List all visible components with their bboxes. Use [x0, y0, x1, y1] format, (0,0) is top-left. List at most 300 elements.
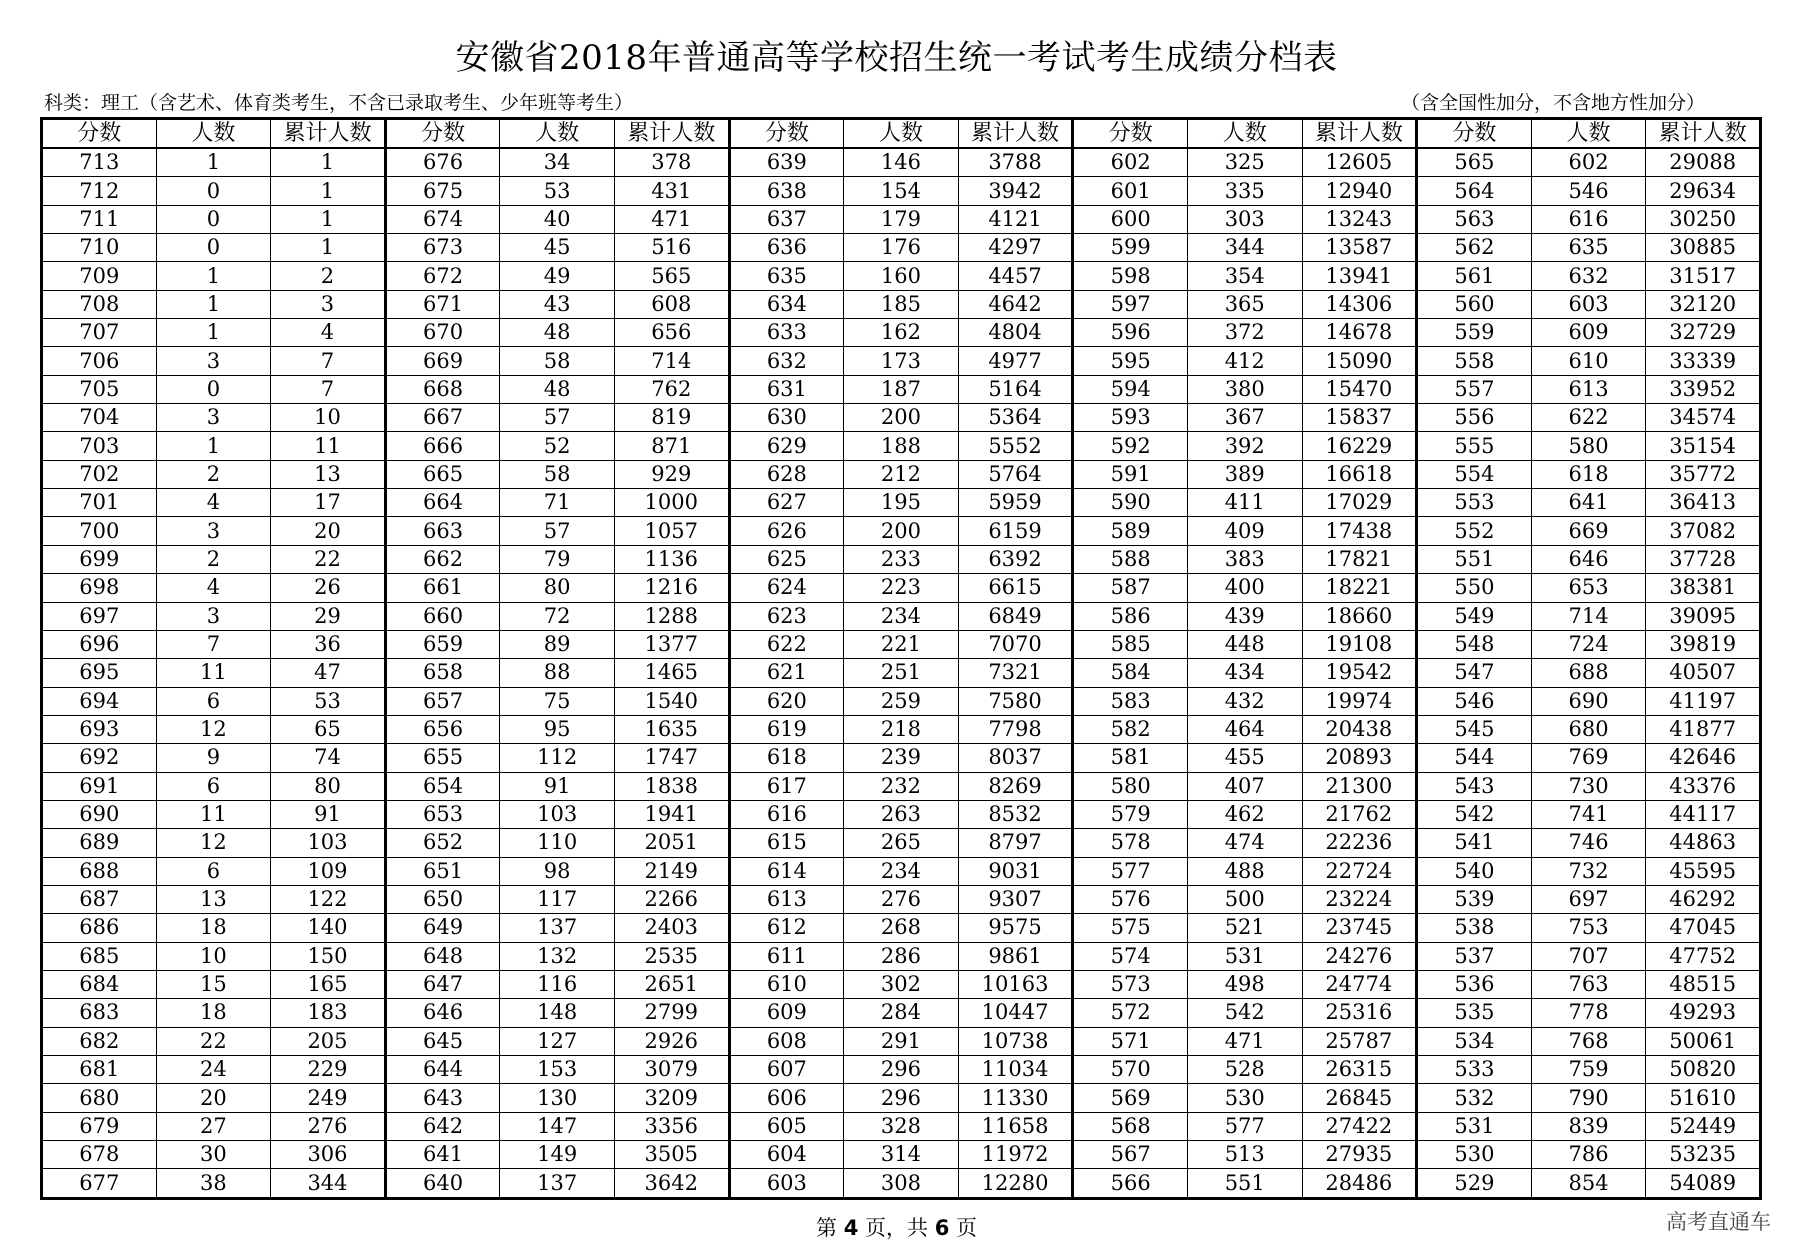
table-cell: 529	[1417, 1169, 1532, 1199]
table-cell: 0	[156, 205, 271, 233]
table-cell: 591	[1073, 460, 1188, 488]
table-cell: 819	[614, 404, 729, 432]
table-cell: 620	[729, 687, 844, 715]
table-cell: 611	[729, 942, 844, 970]
table-cell: 561	[1417, 262, 1532, 290]
table-cell: 652	[385, 829, 500, 857]
table-cell: 19108	[1302, 630, 1417, 658]
table-cell: 11	[156, 659, 271, 687]
table-cell: 687	[42, 885, 157, 913]
table-row	[42, 347, 1761, 375]
table-cell: 35154	[1646, 432, 1761, 460]
table-cell: 1000	[614, 489, 729, 517]
table-cell: 38381	[1646, 574, 1761, 602]
table-cell: 13	[156, 885, 271, 913]
table-cell: 696	[42, 630, 157, 658]
table-cell: 778	[1531, 999, 1646, 1027]
table-cell: 603	[1531, 290, 1646, 318]
table-cell: 545	[1417, 715, 1532, 743]
table-cell: 176	[844, 234, 959, 262]
table-cell: 48515	[1646, 970, 1761, 998]
table-cell: 212	[844, 460, 959, 488]
table-row	[42, 687, 1761, 715]
table-cell: 10163	[958, 970, 1073, 998]
table-cell: 732	[1531, 857, 1646, 885]
table-cell: 25316	[1302, 999, 1417, 1027]
table-cell: 21300	[1302, 772, 1417, 800]
table-row	[42, 999, 1761, 1027]
table-row	[42, 829, 1761, 857]
table-cell: 625	[729, 545, 844, 573]
table-cell: 3	[271, 290, 386, 318]
table-cell: 616	[729, 800, 844, 828]
table-cell: 187	[844, 375, 959, 403]
table-cell: 239	[844, 744, 959, 772]
table-cell: 268	[844, 914, 959, 942]
table-cell: 389	[1187, 460, 1302, 488]
table-cell: 8797	[958, 829, 1073, 857]
table-cell: 666	[385, 432, 500, 460]
table-cell: 221	[844, 630, 959, 658]
column-header: 累计人数	[1302, 119, 1417, 149]
table-cell: 636	[729, 234, 844, 262]
table-cell: 15837	[1302, 404, 1417, 432]
table-cell: 694	[42, 687, 157, 715]
table-cell: 610	[1531, 347, 1646, 375]
table-cell: 633	[729, 319, 844, 347]
table-cell: 651	[385, 857, 500, 885]
table-cell: 18	[156, 914, 271, 942]
table-row	[42, 1056, 1761, 1084]
table-cell: 200	[844, 404, 959, 432]
table-cell: 2051	[614, 829, 729, 857]
table-cell: 562	[1417, 234, 1532, 262]
table-cell: 89	[500, 630, 615, 658]
table-cell: 54089	[1646, 1169, 1761, 1199]
table-cell: 223	[844, 574, 959, 602]
table-cell: 3	[156, 347, 271, 375]
column-header: 累计人数	[614, 119, 729, 149]
table-cell: 628	[729, 460, 844, 488]
table-cell: 668	[385, 375, 500, 403]
table-cell: 448	[1187, 630, 1302, 658]
watermark: 高考直通车	[1666, 1210, 1771, 1234]
table-cell: 546	[1531, 177, 1646, 205]
table-cell: 674	[385, 205, 500, 233]
table-cell: 24	[156, 1056, 271, 1084]
table-row	[42, 148, 1761, 177]
table-cell: 179	[844, 205, 959, 233]
table-cell: 185	[844, 290, 959, 318]
table-cell: 251	[844, 659, 959, 687]
table-cell: 759	[1531, 1056, 1646, 1084]
table-cell: 712	[42, 177, 157, 205]
table-cell: 1377	[614, 630, 729, 658]
table-cell: 6	[156, 772, 271, 800]
table-cell: 130	[500, 1084, 615, 1112]
table-cell: 6849	[958, 602, 1073, 630]
table-cell: 629	[729, 432, 844, 460]
table-cell: 632	[1531, 262, 1646, 290]
table-cell: 618	[1531, 460, 1646, 488]
table-cell: 79	[500, 545, 615, 573]
table-cell: 149	[500, 1141, 615, 1169]
table-cell: 11972	[958, 1141, 1073, 1169]
table-cell: 677	[42, 1169, 157, 1199]
table-cell: 516	[614, 234, 729, 262]
table-cell: 20	[156, 1084, 271, 1112]
table-cell: 17	[271, 489, 386, 517]
table-cell: 3	[156, 404, 271, 432]
table-cell: 643	[385, 1084, 500, 1112]
table-cell: 638	[729, 177, 844, 205]
table-cell: 560	[1417, 290, 1532, 318]
table-cell: 590	[1073, 489, 1188, 517]
table-cell: 91	[271, 800, 386, 828]
table-cell: 660	[385, 602, 500, 630]
footer-suffix: 页	[956, 1216, 977, 1240]
table-cell: 229	[271, 1056, 386, 1084]
table-cell: 599	[1073, 234, 1188, 262]
table-cell: 697	[1531, 885, 1646, 913]
table-row	[42, 602, 1761, 630]
table-cell: 49293	[1646, 999, 1761, 1027]
table-cell: 854	[1531, 1169, 1646, 1199]
table-cell: 303	[1187, 205, 1302, 233]
column-header: 分数	[1417, 119, 1532, 149]
table-cell: 4	[156, 489, 271, 517]
table-cell: 556	[1417, 404, 1532, 432]
table-cell: 354	[1187, 262, 1302, 290]
table-cell: 650	[385, 885, 500, 913]
table-cell: 471	[614, 205, 729, 233]
table-cell: 14678	[1302, 319, 1417, 347]
table-cell: 22	[156, 1027, 271, 1055]
table-cell: 552	[1417, 517, 1532, 545]
table-cell: 551	[1417, 545, 1532, 573]
table-cell: 537	[1417, 942, 1532, 970]
table-cell: 195	[844, 489, 959, 517]
table-row	[42, 517, 1761, 545]
table-row	[42, 262, 1761, 290]
table-cell: 12605	[1302, 148, 1417, 177]
table-cell: 36413	[1646, 489, 1761, 517]
table-cell: 1	[156, 432, 271, 460]
table-cell: 572	[1073, 999, 1188, 1027]
table-cell: 609	[729, 999, 844, 1027]
table-cell: 6392	[958, 545, 1073, 573]
table-cell: 306	[271, 1141, 386, 1169]
table-cell: 535	[1417, 999, 1532, 1027]
table-cell: 36	[271, 630, 386, 658]
table-cell: 109	[271, 857, 386, 885]
table-cell: 653	[1531, 574, 1646, 602]
table-cell: 623	[729, 602, 844, 630]
table-cell: 12	[156, 829, 271, 857]
table-cell: 91	[500, 772, 615, 800]
column-header: 人数	[1531, 119, 1646, 149]
table-cell: 26315	[1302, 1056, 1417, 1084]
table-cell: 498	[1187, 970, 1302, 998]
table-cell: 786	[1531, 1141, 1646, 1169]
table-cell: 17438	[1302, 517, 1417, 545]
table-cell: 411	[1187, 489, 1302, 517]
table-cell: 656	[385, 715, 500, 743]
table-cell: 44863	[1646, 829, 1761, 857]
table-cell: 541	[1417, 829, 1532, 857]
table-cell: 40507	[1646, 659, 1761, 687]
table-cell: 596	[1073, 319, 1188, 347]
table-cell: 24774	[1302, 970, 1417, 998]
table-cell: 648	[385, 942, 500, 970]
table-row	[42, 885, 1761, 913]
table-cell: 31517	[1646, 262, 1761, 290]
table-cell: 5959	[958, 489, 1073, 517]
table-cell: 80	[500, 574, 615, 602]
table-cell: 695	[42, 659, 157, 687]
table-cell: 9031	[958, 857, 1073, 885]
table-cell: 839	[1531, 1112, 1646, 1140]
table-cell: 586	[1073, 602, 1188, 630]
table-cell: 547	[1417, 659, 1532, 687]
table-cell: 1	[156, 262, 271, 290]
table-cell: 380	[1187, 375, 1302, 403]
table-cell: 46292	[1646, 885, 1761, 913]
table-cell: 746	[1531, 829, 1646, 857]
table-row	[42, 630, 1761, 658]
table-cell: 23745	[1302, 914, 1417, 942]
table-cell: 553	[1417, 489, 1532, 517]
table-cell: 675	[385, 177, 500, 205]
table-cell: 540	[1417, 857, 1532, 885]
table-cell: 3209	[614, 1084, 729, 1112]
table-cell: 564	[1417, 177, 1532, 205]
table-cell: 1635	[614, 715, 729, 743]
score-table-container	[40, 117, 1762, 1200]
table-cell: 530	[1187, 1084, 1302, 1112]
table-cell: 132	[500, 942, 615, 970]
table-row	[42, 290, 1761, 318]
table-cell: 9307	[958, 885, 1073, 913]
table-cell: 378	[614, 148, 729, 177]
table-cell: 559	[1417, 319, 1532, 347]
table-cell: 116	[500, 970, 615, 998]
table-cell: 44117	[1646, 800, 1761, 828]
table-cell: 691	[42, 772, 157, 800]
table-cell: 1057	[614, 517, 729, 545]
table-cell: 259	[844, 687, 959, 715]
table-cell: 140	[271, 914, 386, 942]
table-cell: 2926	[614, 1027, 729, 1055]
table-cell: 700	[42, 517, 157, 545]
table-cell: 3942	[958, 177, 1073, 205]
table-cell: 593	[1073, 404, 1188, 432]
table-cell: 678	[42, 1141, 157, 1169]
table-cell: 103	[271, 829, 386, 857]
table-cell: 41877	[1646, 715, 1761, 743]
table-cell: 4642	[958, 290, 1073, 318]
table-cell: 328	[844, 1112, 959, 1140]
table-cell: 432	[1187, 687, 1302, 715]
table-row	[42, 857, 1761, 885]
table-cell: 27	[156, 1112, 271, 1140]
table-cell: 614	[729, 857, 844, 885]
table-cell: 19542	[1302, 659, 1417, 687]
table-cell: 608	[614, 290, 729, 318]
table-cell: 50820	[1646, 1056, 1761, 1084]
table-cell: 29	[271, 602, 386, 630]
table-cell: 6	[156, 687, 271, 715]
table-cell: 607	[729, 1056, 844, 1084]
table-cell: 577	[1073, 857, 1188, 885]
table-cell: 531	[1187, 942, 1302, 970]
table-cell: 680	[42, 1084, 157, 1112]
table-cell: 634	[729, 290, 844, 318]
table-cell: 365	[1187, 290, 1302, 318]
table-cell: 30885	[1646, 234, 1761, 262]
table-row	[42, 1112, 1761, 1140]
table-cell: 52449	[1646, 1112, 1761, 1140]
table-cell: 4121	[958, 205, 1073, 233]
table-cell: 604	[729, 1141, 844, 1169]
table-cell: 265	[844, 829, 959, 857]
table-cell: 30	[156, 1141, 271, 1169]
table-cell: 575	[1073, 914, 1188, 942]
table-row	[42, 205, 1761, 233]
table-cell: 601	[1073, 177, 1188, 205]
table-cell: 635	[1531, 234, 1646, 262]
table-row	[42, 432, 1761, 460]
table-cell: 644	[385, 1056, 500, 1084]
table-cell: 462	[1187, 800, 1302, 828]
table-cell: 595	[1073, 347, 1188, 375]
table-cell: 571	[1073, 1027, 1188, 1055]
table-cell: 546	[1417, 687, 1532, 715]
table-row	[42, 744, 1761, 772]
table-cell: 1	[271, 148, 386, 177]
table-cell: 6159	[958, 517, 1073, 545]
table-cell: 659	[385, 630, 500, 658]
table-cell: 9575	[958, 914, 1073, 942]
table-cell: 1	[271, 234, 386, 262]
table-cell: 8269	[958, 772, 1073, 800]
table-cell: 392	[1187, 432, 1302, 460]
table-row	[42, 545, 1761, 573]
table-cell: 871	[614, 432, 729, 460]
table-cell: 233	[844, 545, 959, 573]
column-header: 人数	[1187, 119, 1302, 149]
table-cell: 573	[1073, 970, 1188, 998]
table-header-row	[42, 119, 1761, 149]
table-cell: 150	[271, 942, 386, 970]
table-cell: 22724	[1302, 857, 1417, 885]
table-cell: 34	[500, 148, 615, 177]
table-cell: 4	[271, 319, 386, 347]
table-cell: 616	[1531, 205, 1646, 233]
table-cell: 603	[729, 1169, 844, 1199]
table-cell: 15	[156, 970, 271, 998]
table-cell: 296	[844, 1056, 959, 1084]
table-cell: 50061	[1646, 1027, 1761, 1055]
table-cell: 530	[1417, 1141, 1532, 1169]
table-cell: 7070	[958, 630, 1073, 658]
table-cell: 57	[500, 517, 615, 545]
table-cell: 188	[844, 432, 959, 460]
table-cell: 741	[1531, 800, 1646, 828]
table-cell: 48	[500, 319, 615, 347]
table-cell: 7798	[958, 715, 1073, 743]
table-cell: 28486	[1302, 1169, 1417, 1199]
table-cell: 597	[1073, 290, 1188, 318]
table-cell: 37728	[1646, 545, 1761, 573]
table-cell: 707	[1531, 942, 1646, 970]
table-cell: 624	[729, 574, 844, 602]
table-cell: 549	[1417, 602, 1532, 630]
table-cell: 713	[42, 148, 157, 177]
table-cell: 65	[271, 715, 386, 743]
table-cell: 7321	[958, 659, 1073, 687]
table-cell: 57	[500, 404, 615, 432]
table-cell: 5552	[958, 432, 1073, 460]
table-cell: 431	[614, 177, 729, 205]
table-row	[42, 659, 1761, 687]
table-cell: 4457	[958, 262, 1073, 290]
table-cell: 656	[614, 319, 729, 347]
table-cell: 16229	[1302, 432, 1417, 460]
table-cell: 1838	[614, 772, 729, 800]
table-cell: 606	[729, 1084, 844, 1112]
table-cell: 13243	[1302, 205, 1417, 233]
column-header: 分数	[1073, 119, 1188, 149]
table-cell: 631	[729, 375, 844, 403]
table-row	[42, 715, 1761, 743]
table-cell: 29088	[1646, 148, 1761, 177]
table-cell: 117	[500, 885, 615, 913]
table-cell: 704	[42, 404, 157, 432]
table-cell: 98	[500, 857, 615, 885]
table-cell: 554	[1417, 460, 1532, 488]
table-cell: 557	[1417, 375, 1532, 403]
table-cell: 51610	[1646, 1084, 1761, 1112]
table-cell: 646	[1531, 545, 1646, 573]
table-cell: 671	[385, 290, 500, 318]
table-cell: 613	[1531, 375, 1646, 403]
table-cell: 1465	[614, 659, 729, 687]
table-cell: 314	[844, 1141, 959, 1169]
column-header: 分数	[385, 119, 500, 149]
table-cell: 10447	[958, 999, 1073, 1027]
table-row	[42, 800, 1761, 828]
table-cell: 11	[271, 432, 386, 460]
table-cell: 513	[1187, 1141, 1302, 1169]
table-cell: 566	[1073, 1169, 1188, 1199]
table-cell: 613	[729, 885, 844, 913]
table-cell: 0	[156, 234, 271, 262]
table-cell: 551	[1187, 1169, 1302, 1199]
table-cell: 673	[385, 234, 500, 262]
table-cell: 610	[729, 970, 844, 998]
table-cell: 53	[500, 177, 615, 205]
table-cell: 637	[729, 205, 844, 233]
table-cell: 605	[729, 1112, 844, 1140]
table-cell: 598	[1073, 262, 1188, 290]
table-cell: 335	[1187, 177, 1302, 205]
table-cell: 580	[1531, 432, 1646, 460]
table-cell: 234	[844, 857, 959, 885]
table-cell: 641	[1531, 489, 1646, 517]
table-cell: 646	[385, 999, 500, 1027]
table-cell: 160	[844, 262, 959, 290]
